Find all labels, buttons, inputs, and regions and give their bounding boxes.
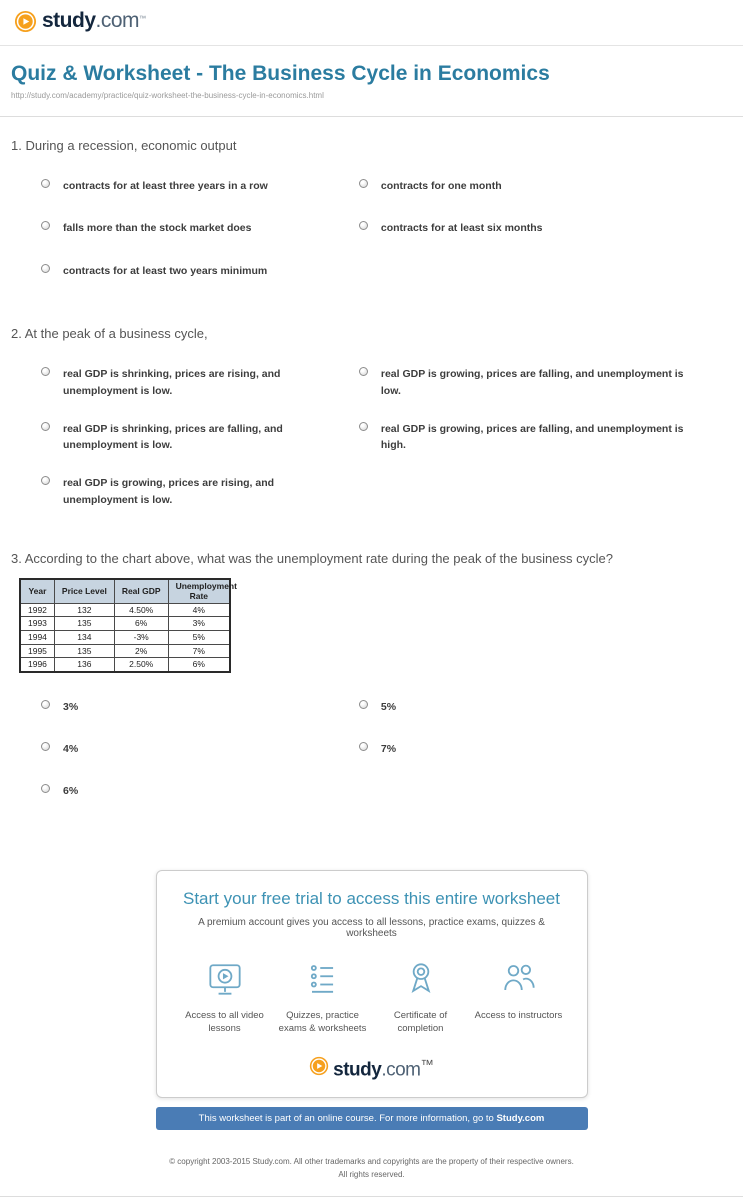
table-cell: 136 xyxy=(54,658,114,672)
table-cell: 1995 xyxy=(20,644,54,658)
table-row xyxy=(20,617,230,631)
course-banner xyxy=(156,1107,588,1130)
table-cell: 6% xyxy=(114,617,168,631)
trial-section xyxy=(156,870,588,1131)
feature-label: Access to all video lessons xyxy=(185,1009,264,1035)
feature-instructors xyxy=(471,957,567,1037)
footer-copyright xyxy=(0,1156,743,1182)
radio-button[interactable] xyxy=(41,179,50,188)
option-row[interactable] xyxy=(41,366,359,399)
table-cell: 134 xyxy=(54,631,114,645)
trademark: ™ xyxy=(139,15,147,23)
studycom-logo[interactable] xyxy=(14,9,146,33)
logo-wordmark: study.com™ xyxy=(333,1056,434,1080)
feature-list xyxy=(177,957,567,1037)
radio-button[interactable] xyxy=(359,742,368,751)
feature-label: Quizzes, practice exams & worksheets xyxy=(278,1009,367,1035)
radio-button[interactable] xyxy=(359,700,368,709)
question-3-options xyxy=(41,699,732,826)
option-row[interactable] xyxy=(41,783,359,799)
table-cell: 3% xyxy=(168,617,230,631)
table-cell: 132 xyxy=(54,603,114,617)
trial-card xyxy=(156,870,588,1099)
table-header-cell: Unemployment Rate xyxy=(168,579,230,604)
video-lessons-icon xyxy=(203,957,247,1001)
logo-wordmark: study.com™ xyxy=(42,9,147,32)
table-cell: 4% xyxy=(168,603,230,617)
option-row[interactable] xyxy=(41,741,359,757)
banner-link[interactable]: Study.com xyxy=(496,1113,545,1125)
table-row xyxy=(20,658,230,672)
site-header xyxy=(0,0,743,46)
table-row xyxy=(20,644,230,658)
question-2-options xyxy=(41,366,732,530)
table-cell: 2% xyxy=(114,644,168,658)
table-row xyxy=(20,603,230,617)
table-cell: 6% xyxy=(168,658,230,672)
instructors-icon xyxy=(497,957,541,1001)
radio-button[interactable] xyxy=(41,476,50,485)
question-2 xyxy=(11,325,732,530)
radio-button[interactable] xyxy=(41,367,50,376)
copyright-line1: © copyright 2003-2015 Study.com. All other trademarks and copyrights are the property of their respective owners. xyxy=(169,1157,574,1167)
option-row[interactable] xyxy=(359,699,732,715)
radio-button[interactable] xyxy=(359,422,368,431)
table-cell: 1994 xyxy=(20,631,54,645)
banner-text: This worksheet is part of an online course. For more information, go to xyxy=(198,1113,494,1125)
question-text: 1. During a recession, economic output xyxy=(11,137,237,153)
option-label: 5% xyxy=(380,700,397,713)
table-cell: 1992 xyxy=(20,603,54,617)
question-3 xyxy=(11,550,732,826)
option-row[interactable] xyxy=(359,741,732,757)
trademark: ™ xyxy=(420,1056,434,1072)
radio-button[interactable] xyxy=(41,700,50,709)
option-label: falls more than the stock market does xyxy=(63,222,252,235)
option-row[interactable] xyxy=(41,475,359,508)
question-1 xyxy=(11,137,732,305)
feature-label: Certificate of completion xyxy=(393,1009,448,1035)
table-cell: 5% xyxy=(168,631,230,645)
table-cell: 4.50% xyxy=(114,603,168,617)
table-header-cell: Real GDP xyxy=(114,579,168,604)
page-url: http://study.com/academy/practice/quiz-worksheet-the-business-cycle-in-economics.html xyxy=(11,90,324,100)
question-text: 2. At the peak of a business cycle, xyxy=(11,325,208,341)
feature-certificate xyxy=(373,957,469,1037)
trial-subtitle: A premium account gives you access to all lessons, practice exams, quizzes & worksheets xyxy=(198,916,545,939)
radio-button[interactable] xyxy=(41,422,50,431)
table-cell: 1996 xyxy=(20,658,54,672)
option-row[interactable] xyxy=(41,699,359,715)
option-label: real GDP is shrinking, prices are rising, and unemployment is low. xyxy=(63,368,281,397)
table-cell: 135 xyxy=(54,644,114,658)
option-row[interactable] xyxy=(359,421,732,454)
certificate-icon xyxy=(399,957,443,1001)
option-label: 7% xyxy=(380,743,397,756)
radio-button[interactable] xyxy=(41,264,50,273)
option-label: contracts for one month xyxy=(380,180,502,193)
option-row[interactable] xyxy=(359,178,732,194)
question-text: 3. According to the chart above, what was the unemployment rate during the peak of the business cycle? xyxy=(11,550,613,566)
radio-button[interactable] xyxy=(41,221,50,230)
option-row[interactable] xyxy=(359,220,732,236)
option-label: contracts for at least three years in a row xyxy=(63,180,268,193)
radio-button[interactable] xyxy=(41,784,50,793)
option-label: 6% xyxy=(63,785,79,798)
feature-label: Access to instructors xyxy=(474,1009,563,1021)
question-1-options xyxy=(41,178,732,305)
table-cell: 135 xyxy=(54,617,114,631)
economic-data-table xyxy=(19,578,237,673)
table-cell: 2.50% xyxy=(114,658,168,672)
option-row[interactable] xyxy=(41,263,359,279)
table-cell: 7% xyxy=(168,644,230,658)
option-row[interactable] xyxy=(41,178,359,194)
option-label: real GDP is growing, prices are rising, and unemployment is low. xyxy=(63,477,275,506)
option-label: real GDP is growing, prices are falling, and unemployment is high. xyxy=(380,422,684,452)
table-cell: -3% xyxy=(114,631,168,645)
trial-title: Start your free trial to access this entire worksheet xyxy=(183,888,560,908)
feature-worksheets xyxy=(275,957,371,1037)
table-header-cell: Price Level xyxy=(54,579,114,604)
radio-button[interactable] xyxy=(359,179,368,188)
worksheets-icon xyxy=(301,957,345,1001)
studycom-logo xyxy=(309,1056,434,1081)
radio-button[interactable] xyxy=(359,367,368,376)
copyright-line2: All rights reserved. xyxy=(338,1170,405,1180)
feature-video-lessons xyxy=(177,957,273,1037)
table-cell: 1993 xyxy=(20,617,54,631)
option-label: contracts for at least two years minimum xyxy=(63,264,268,277)
table-header-cell: Year xyxy=(20,579,54,604)
divider xyxy=(0,116,743,117)
option-label: real GDP is growing, prices are falling, and unemployment is low. xyxy=(380,368,684,397)
option-label: 3% xyxy=(63,700,79,713)
play-circle-icon xyxy=(14,10,37,33)
play-circle-icon xyxy=(309,1056,329,1081)
option-row[interactable] xyxy=(41,220,359,236)
option-label: 4% xyxy=(63,743,79,756)
radio-button[interactable] xyxy=(359,221,368,230)
page-title: Quiz & Worksheet - The Business Cycle in Economics xyxy=(11,61,550,85)
option-row[interactable] xyxy=(41,421,359,454)
table-row xyxy=(20,631,230,645)
option-row[interactable] xyxy=(359,366,732,399)
radio-button[interactable] xyxy=(41,742,50,751)
option-label: real GDP is shrinking, prices are falling, and unemployment is low. xyxy=(63,422,283,452)
option-label: contracts for at least six months xyxy=(380,222,543,235)
